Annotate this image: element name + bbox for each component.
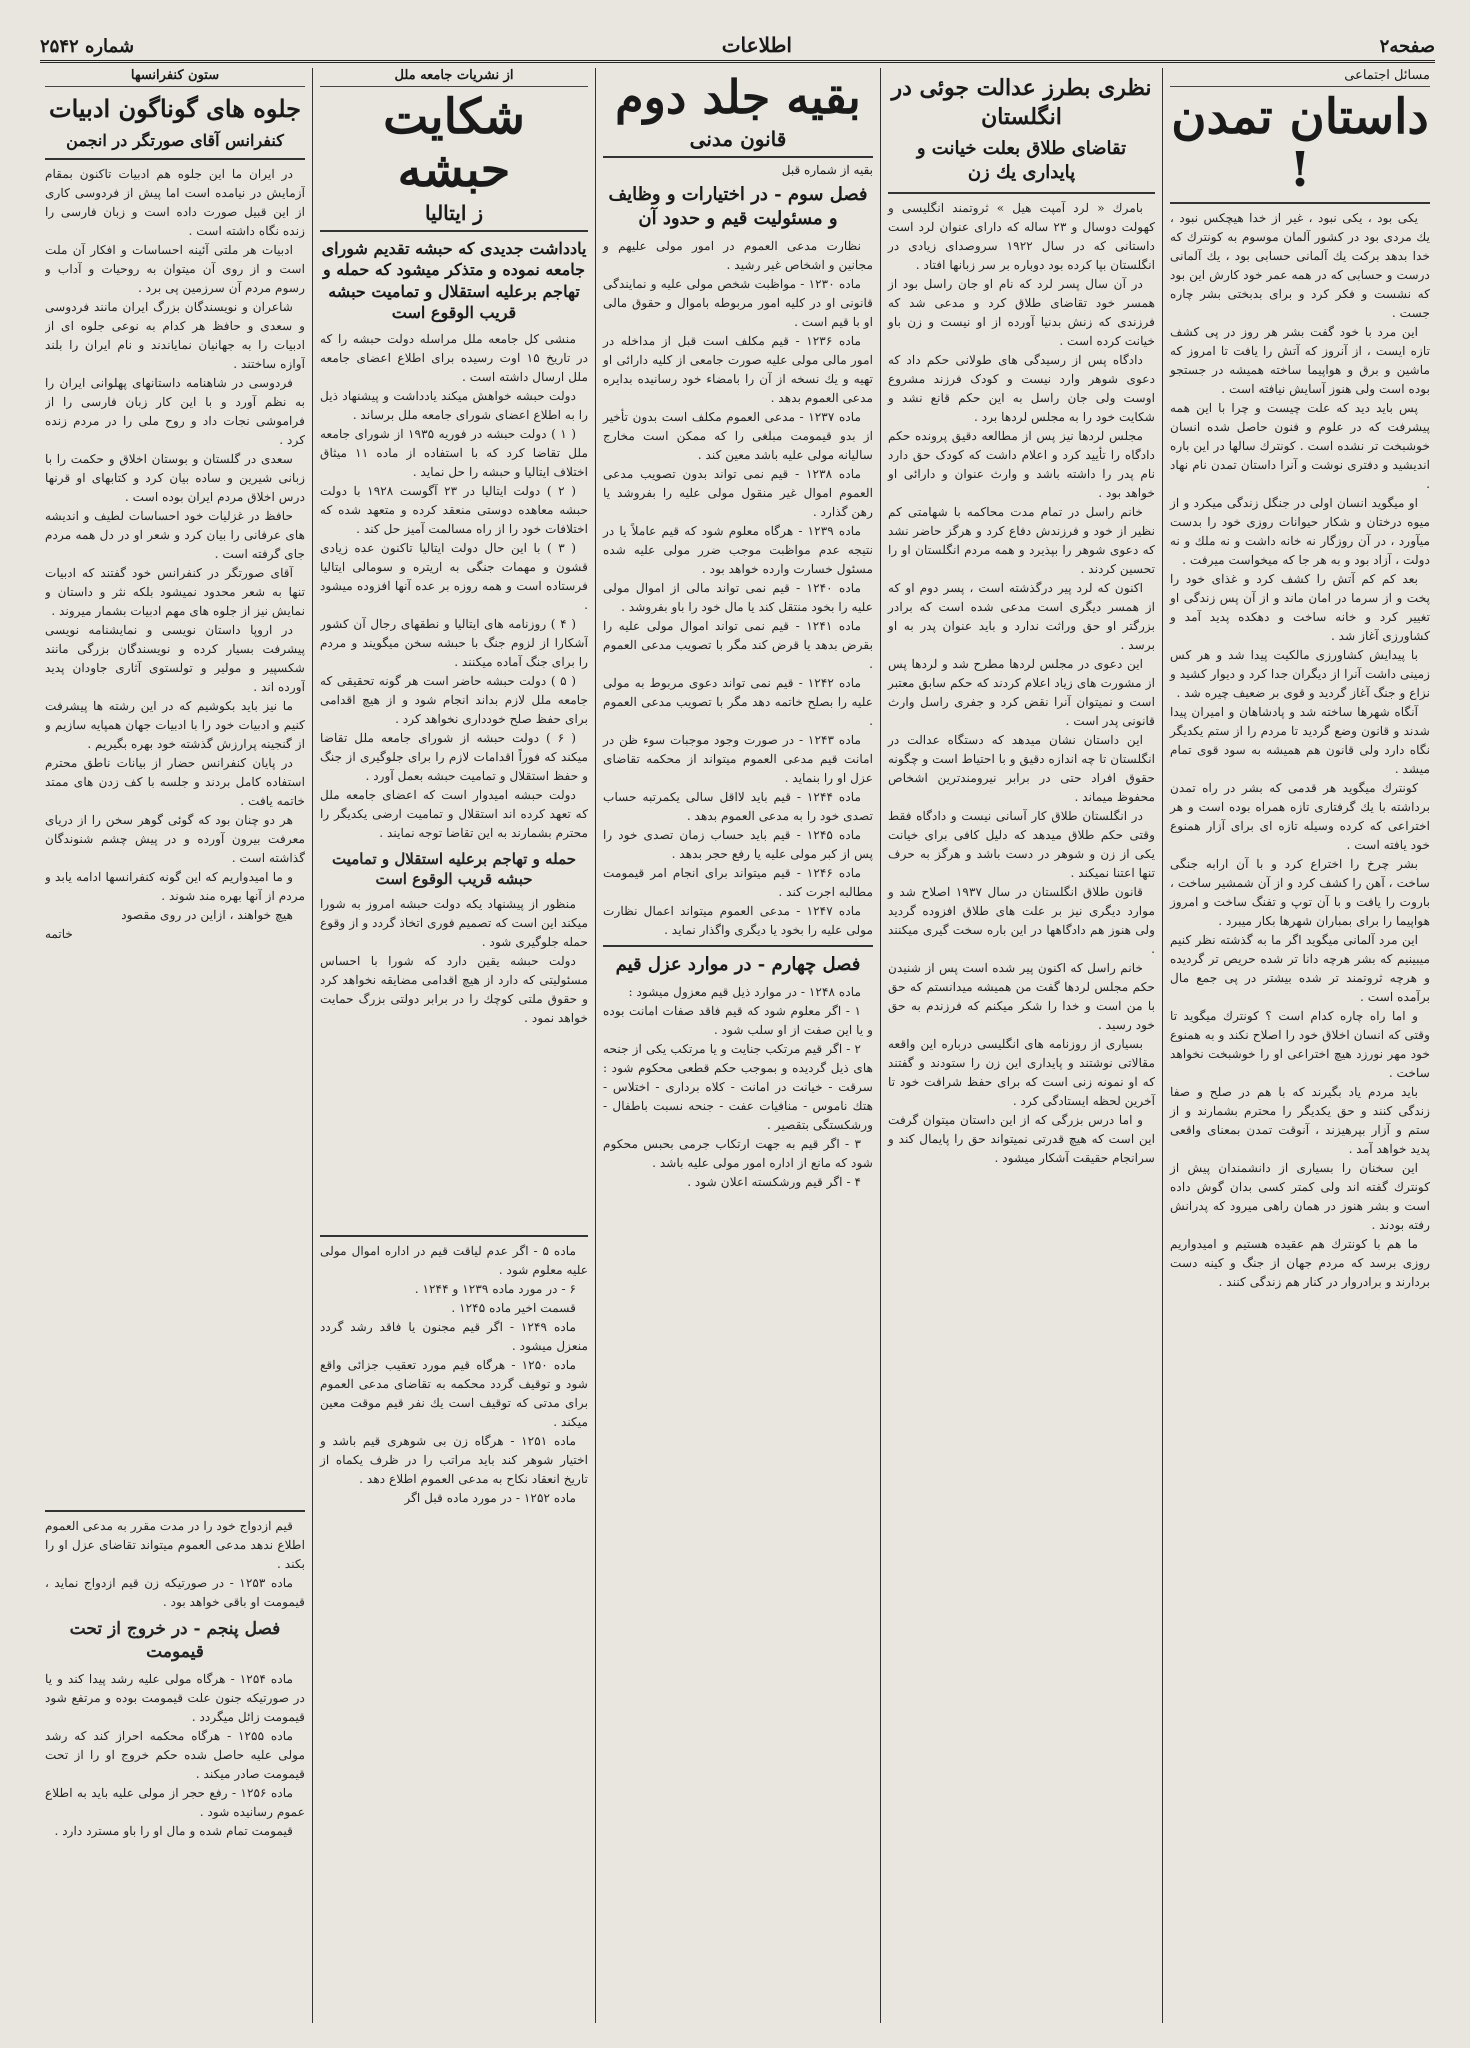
article-subtitle: قانون مدنی: [689, 126, 787, 151]
paragraph: قسمت اخیر ماده ۱۲۴۵ .: [451, 1300, 576, 1315]
paragraph: هیچ خواهند ، ازاین در روی مقصود: [121, 907, 293, 922]
article-heading: یادداشت جدیدی که حبشه تقدیم شورای جامعه نموده و متذکر میشود که حمله و تهاجم برعلیه استقلال و تمامیت حبشه قریب الوقوع است: [321, 238, 587, 323]
paragraph: قیم ازدواج خود را در مدت مقرر به مدعی العموم اطلاع ندهد مدعی العموم میتواند تقاضای عزل او را بکند .: [44, 1518, 305, 1571]
column-rule: [880, 68, 881, 2023]
paragraph: ماده ۱۲۳۰ - مواظبت شخص مولی علیه و نمایندگی قانونی او در کلیه امور مربوطه باموال و حقوق مالی او با قیم است .: [603, 277, 873, 330]
paragraph: با پیدایش کشاورزی مالکیت پیدا شد و هر کس زمینی داشت آنرا از دیگران جدا کرد و دیوار کشید و نزاع و جنگ آغاز گردید و قوی بر ضعیف چیره شد .: [1170, 647, 1430, 700]
article-title: جلوه های گوناگون ادبیات: [48, 94, 302, 123]
paragraph: کونترك میگوید هر قدمی که بشر در راه تمدن برداشته با یك گرفتاری تازه همراه بوده است و هر اختراعی که کرده وسیله تازه ای برای آزار همنوع خود یافته است .: [1170, 780, 1430, 852]
article-title: داستان تمدن !: [1171, 89, 1429, 198]
issue-label: شماره ۲۵۴۲: [40, 36, 135, 57]
continued-note: بقیه از شماره قبل: [781, 162, 873, 177]
paragraph: دادگاه پس از رسیدگی های طولانی حکم داد که دعوی شوهر وارد نیست و کودک فرزند مشروع اوست ولی جان راسل به این حکم قانع نشد و شکایت خود را به مجلس لردها برد .: [888, 352, 1155, 424]
paper-name: اطلاعات: [721, 33, 792, 57]
paragraph: ماده ۱۲۵۲ - در مورد ماده قبل اگر: [404, 1490, 576, 1505]
article-body: [320, 330, 588, 1230]
paragraph: ماده ۱۲۴۵ - قیم باید حساب زمان تصدی خود را پس از کبر مولی علیه یا رفع حجر بدهد .: [603, 828, 873, 862]
column-rule: [595, 68, 596, 2023]
paragraph: بعد کم کم آتش را کشف کرد و غذای خود را پخت و از سرما در امان ماند و از آن پس زندگی او تغییر کرد و خانه ساخت و دهکده پدید آمد و کشاورزی آغاز شد .: [1170, 571, 1430, 643]
paragraph: در پایان کنفرانس حضار از بیانات ناطق محترم استفاده کامل بردند و جلسه با کف زدن های ممتد خاتمه یافت .: [45, 755, 305, 808]
paragraph: ماده ۱۲۴۳ - در صورت وجود موجبات سوء ظن در امانت قیم مدعی العموم میتواند از محکمه تقاضای عزل او را بنماید .: [603, 733, 873, 786]
paragraph: ۱ - اگر معلوم شود که قیم فاقد صفات امانت بوده و یا این صفت از او سلب شود .: [603, 1004, 873, 1038]
article-civil-code: [598, 68, 878, 2023]
paragraph: ماده ۱۲۴۹ - اگر قیم مجنون یا فاقد رشد گردد منعزل میشود .: [320, 1319, 588, 1353]
paragraph: ماده ۱۲۳۹ - هرگاه معلوم شود که قیم عاملاً یا در نتیجه عدم مواظبت موجب ضرر مولی علیه شده مسئول خسارت وارده خواهد بود .: [603, 524, 873, 577]
paragraph: حافظ در غزلیات خود احساسات لطیف و اندیشه های عرفانی را بیان کرد و شعر او در دل همه مردم جای گرفته است .: [45, 508, 305, 561]
paragraph: قیمومت تمام شده و مال او را باو مسترد دارد .: [54, 1823, 293, 1838]
paragraph: خانم راسل که اکنون پیر شده است پس از شنیدن حکم مجلس لردها گفت من همیشه میدانستم که حق با من است و خدا را شکر میکنم که فرزندم به حق خود رسید .: [888, 960, 1155, 1032]
paragraph: هر دو چنان بود که گوئی گوهر سخن را از دریای معرفت بیرون آورده و در پیش چشم شنوندگان گذاشته است .: [45, 812, 305, 865]
paragraph: ماده ۱۲۵۶ - رفع حجر از مولی علیه باید به اطلاع عموم رسانیده شود .: [45, 1785, 305, 1819]
divider: [320, 230, 588, 232]
article-body: [603, 237, 873, 940]
article-title: شکایت حبشه: [383, 89, 525, 198]
paragraph: در اروپا داستان نویسی و نمایشنامه نویسی پیشرفت بسیار کرده و نویسندگان بزرگی مانند شکسپیر و مولیر و تولستوی آثاری جاودان پدید آورده اند .: [45, 622, 305, 694]
paragraph: ۳ - اگر قیم به جهت ارتکاب جرمی بحبس محکوم شود که مانع از اداره امور مولی علیه باشد .: [603, 1137, 873, 1171]
section-heading: فصل پنجم - در خروج از تحت قیمومت: [69, 1618, 281, 1662]
section-heading: فصل سوم - در اختیارات و وظایف و مسئولیت قیم و حدود آن: [608, 183, 868, 229]
column-rule: [312, 68, 313, 2023]
paragraph: ماده ۱۲۴۸ - در موارد ذیل قیم معزول میشود :: [628, 985, 861, 1000]
column-rule: [1162, 68, 1163, 2023]
paragraph: ماده ۱۲۵۳ - در صورتیکه زن قیم ازدواج نماید ، قیمومت او باقی خواهد بود .: [45, 1575, 305, 1609]
paragraph: ماده ۱۲۳۷ - مدعی العموم مکلف است بدون تأخیر از بدو قیمومت مبلغی را که ممکن است مخارج سالیانه مولی علیه باشد معین کند .: [603, 410, 873, 463]
paragraph: ( ۵ ) دولت حبشه حاضر است هر گونه تحقیقی که جامعه ملل لازم بداند انجام شود و از هیچ اقدامی برای حفظ صلح خودداری نخواهد کرد .: [320, 673, 588, 726]
paragraph: یکی بود ، یکی نبود ، غیر از خدا هیچکس نبود ، یك مردی بود در کشور آلمان موسوم به کونترك که خدا بدهد برکت یك آلمانی حسابی بود ، یك آلمانی درست و حسابی که در همه عمر خود کارش این بود که نشست و فکر کرد و برای بدبختی بشر چاره جست .: [1170, 210, 1430, 320]
divider: [45, 158, 305, 160]
paragraph: در ایران ما این جلوه هم ادبیات تاکنون بمقام آزمایش در نیامده است اما پیش از فردوسی کاری از این قبیل صورت داده است و زبان فارسی را زنده نگاه داشته است .: [45, 166, 305, 238]
paragraph: ۴ - اگر قیم ورشکسته اعلان شود .: [687, 1175, 861, 1190]
paragraph: اکنون که لرد پیر درگذشته است ، پسر دوم او که از همسر دیگری است مدعی شده است که برادر بزرگتر او حق وراثت ندارد و باید عنوان پدر به او برسد .: [888, 580, 1155, 652]
section-heading: حمله و تهاجم برعلیه استقلال و تمامیت حبشه قریب الوقوع است: [331, 849, 577, 889]
article-divorce: [883, 68, 1160, 2023]
end-word: خاتمه: [45, 926, 73, 941]
paragraph: و اما راه چاره کدام است ؟ کونترك میگوید تا وقتی که انسان اخلاق خود را اصلاح نکند و به همنوع خود مهر نورزد هیچ اختراعی او را خوشبخت نخواهد ساخت .: [1170, 1008, 1430, 1080]
paragraph: ماده ۱۲۳۸ - قیم نمی تواند بدون تصویب مدعی العموم اموال غیر منقول مولی علیه را بفروشد یا رهن گذارد .: [603, 467, 873, 520]
paragraph: ماده ۱۲۵۱ - هرگاه زن بی شوهری قیم باشد و اختیار شوهر کند باید مراتب را در ظرف یکماه از تاریخ انعقاد نکاح به مدعی العموم اطلاع دهد .: [320, 1433, 588, 1486]
page-label: صفحه۲: [1379, 36, 1435, 57]
paragraph: ماده ۵ - اگر عدم لیاقت قیم در اداره اموال مولی علیه معلوم شود .: [320, 1243, 588, 1277]
paragraph: ماده ۱۲۴۴ - قیم باید لااقل سالی یکمرتبه حساب تصدی خود را به مدعی العموم بدهد .: [603, 790, 873, 824]
paragraph: ادبیات هر ملتی آئینه احساسات و افکار آن ملت است و از روی آن میتوان به روحیات و آداب و رسوم مردم آن سرزمین پی برد .: [45, 242, 305, 295]
article-kicker: از نشریات جامعه ملل: [320, 68, 588, 87]
paragraph: در انگلستان طلاق کار آسانی نیست و دادگاه فقط وقتی حکم طلاق میدهد که دلیل کافی برای خیانت یکی از زن و شوهر در دست باشد و هرگز به حرف تنها اعتنا نمیکند .: [888, 808, 1155, 880]
paragraph: و ما امیدواریم که این گونه کنفرانسها ادامه یابد و مردم از آنها بهره مند شوند .: [45, 869, 305, 903]
divider: [320, 1235, 588, 1237]
paragraph: آقای صورتگر در کنفرانس خود گفتند که ادبیات تنها به شعر محدود نمیشود بلکه نثر و داستان و نمایش نیز از جلوه های مهم ادبیات بشمار میروند .: [45, 565, 305, 618]
paragraph: خانم راسل در تمام مدت محاکمه با شهامتی کم نظیر از خود و فرزندش دفاع کرد و هرگز حاضر نشد که دعوی شوهر را بپذیرد و همه مردم انگلستان او را تحسین کردند .: [888, 504, 1155, 576]
paragraph: ماده ۱۲۳۶ - قیم مکلف است قبل از مداخله در امور مالی مولی علیه صورت جامعی از کلیه دارائی او تهیه و یك نسخه از آن را بامضاء خود رسانیده بدایره مدعی العموم بدهد .: [603, 334, 873, 406]
article-title: تقاضای طلاق بعلت خیانت و پایداری یك زن: [916, 138, 1127, 184]
article-body: [1170, 209, 1430, 1292]
paragraph: مجلس لردها نیز پس از مطالعه دقیق پرونده حکم دادگاه را تأیید کرد و اعلام داشت که کودک حق دارد نام پدر را داشته باشد و وارث عنوان و دارائی او خواهد بود .: [888, 428, 1155, 500]
paragraph: ما نیز باید بکوشیم که در این رشته ها پیشرفت کنیم و ادبیات خود را با ادبیات جهان همپایه سازیم و از گنجینه پرارزش گذشته خود بهره بگیریم .: [45, 698, 305, 751]
paragraph: ماده ۱۲۵۵ - هرگاه محکمه احراز کند که رشد مولی علیه حاصل شده حکم خروج او را از تحت قیمومت صادر میکند .: [45, 1728, 305, 1781]
paragraph: منشی کل جامعه ملل مراسله دولت حبشه را که در تاریخ ۱۵ اوت رسیده برای اطلاع اعضای جامعه ملل ارسال داشته است .: [320, 331, 588, 384]
paragraph: ( ۴ ) روزنامه های ایتالیا و نطقهای رجال آن کشور آشکارا از لزوم جنگ با حبشه سخن میگویند و مردم را برای جنگ آماده میکنند .: [320, 616, 588, 669]
paragraph: ماده ۱۲۴۶ - قیم میتواند برای انجام امر قیمومت مطالبه اجرت کند .: [603, 866, 873, 900]
paragraph: بشر چرخ را اختراع کرد و با آن ارابه جنگی ساخت ، آهن را کشف کرد و از آن شمشیر ساخت ، باروت را یافت و با آن توپ و تفنگ ساخت و امروز هواپیما را برای بمباران شهرها بکار میبرد .: [1170, 856, 1430, 928]
article-subtitle: کنفرانس آقای صورتگر در انجمن: [66, 131, 284, 151]
paragraph: در آن سال پسر لرد که نام او جان راسل بود از همسر خود تقاضای طلاق کرد و مدعی شد که فرزندی که زنش بدنیا آورده از او نیست و زن باو خیانت کرده است .: [888, 276, 1155, 348]
paragraph: فردوسی در شاهنامه داستانهای پهلوانی ایران را به نظم آورد و با این کار زبان فارسی را از فراموشی نجات داد و روح ملی را در مردم زنده کرد .: [45, 375, 305, 447]
paragraph: سعدی در گلستان و بوستان اخلاق و حکمت را با زبانی شیرین و ساده بیان کرد و کتابهای او قرنها درس اخلاق مردم ایران بوده است .: [45, 451, 305, 504]
article-body-continued: [45, 1517, 305, 1841]
article-kicker: مسائل اجتماعی: [1170, 68, 1430, 87]
article-body: [45, 165, 305, 1505]
divider: [888, 192, 1155, 194]
article-civilization: [1165, 68, 1435, 2023]
paragraph: ۲ - اگر قیم مرتکب جنایت و یا مرتکب یکی از جنحه های ذیل گردیده و بموجب حکم قطعی محکوم شود : سرقت - خیانت در امانت - کلاه برداری - اختلاس - هتك ناموس - منافیات عفت - جنحه نسبت باطفال - ورشکستگی بتقصیر .: [603, 1042, 873, 1133]
paragraph: این سخنان را بسیاری از دانشمندان پیش از کونترك گفته اند ولی کمتر کسی بدان گوش داده است و بشر هنوز در همان راهی میرود که پدرانش رفته بودند .: [1170, 1160, 1430, 1232]
article-body-continued: [320, 1242, 588, 1508]
paragraph: و اما درس بزرگی که از این داستان میتوان گرفت این است که هیچ قدرتی نمیتواند حق را پایمال کند و سرانجام حقیقت آشکار میشود .: [888, 1112, 1155, 1165]
article-title: بقیه جلد دوم: [615, 70, 861, 124]
paragraph: ماده ۱۲۵۴ - هرگاه مولی علیه رشد پیدا کند و یا در صورتیکه جنون علت قیمومت بوده و مرتفع شود قیمومت زائل میگردد .: [45, 1671, 305, 1724]
paragraph: ( ۳ ) با این حال دولت ایتالیا تاکنون عده زیادی قشون و مهمات جنگی به اریتره و سومالی ایتالیا فرستاده است و همه روزه بر عده آنها افزوده میشود .: [320, 540, 588, 612]
article-literature: [40, 68, 310, 2023]
paragraph: قانون طلاق انگلستان در سال ۱۹۳۷ اصلاح شد و موارد دیگری نیز بر علت های طلاق افزوده گردید ولی هنوز هم دادگاهها در این باره سخت گیری میکنند .: [888, 884, 1155, 956]
paragraph: بامرك « لرد آمپت هیل » ثروتمند انگلیسی و کهولت دوسال و ۲۳ ساله که دارای عنوان لرد است داستانی که در سال ۱۹۲۲ سروصدای زیادی در انگلستان بپا کرده بود دوباره بر سر زبانها افتاد .: [888, 200, 1156, 272]
paragraph: ما هم با کونترك هم عقیده هستیم و امیدواریم روزی برسد که مردم جهان از جنگ و کینه دست بردارند و برادروار در کنار هم زندگی کنند .: [1170, 1236, 1430, 1289]
article-body: [603, 983, 873, 1192]
paragraph: این مرد آلمانی میگوید اگر ما به گذشته نظر کنیم میبینیم که بشر هرچه دانا تر شده حریص تر گردیده و هرچه ثروتمند تر شده بیشتر در پی جمع مال برآمده است .: [1170, 932, 1430, 1004]
divider: [1170, 202, 1430, 204]
masthead: [40, 30, 1435, 63]
article-kicker: ستون کنفرانسها: [45, 68, 305, 87]
paragraph: ۶ - در مورد ماده ۱۲۳۹ و ۱۲۴۴ .: [414, 1281, 576, 1296]
paragraph: ماده ۱۲۴۲ - قیم نمی تواند دعوی مربوط به مولی علیه را بصلح خاتمه دهد مگر با تصویب مدعی العموم .: [603, 676, 873, 729]
paragraph: این داستان نشان میدهد که دستگاه عدالت در انگلستان تا چه اندازه دقیق و با احتیاط است و چگونه حقوق افراد حتی در برابر نیرومندترین اشخاص محفوظ میماند .: [888, 732, 1155, 804]
paragraph: ماده ۱۲۴۰ - قیم نمی تواند مالی از اموال مولی علیه را بخود منتقل کند یا مال خود را باو بفروشد .: [603, 581, 873, 615]
divider: [603, 156, 873, 158]
paragraph: آنگاه شهرها ساخته شد و پادشاهان و امیران پیدا شدند و قانون وضع گردید تا مردم را از ستم یکدیگر نگاه دارد ولی قانون هم همیشه به سود قوی تمام میشد .: [1170, 704, 1430, 776]
paragraph: ( ۶ ) دولت حبشه از شورای جامعه ملل تقاضا میکند که فوراً اقدامات لازم را برای جلوگیری از جنگ و حفظ استقلال و تمامیت حبشه بعمل آورد .: [320, 730, 588, 783]
paragraph: دولت حبشه امیدوار است که اعضای جامعه ملل که تعهد کرده اند استقلال و تمامیت ارضی یکدیگر را محترم بشمارند به این تقاضا توجه نمایند .: [320, 787, 588, 840]
paragraph: ماده ۱۲۴۷ - مدعی العموم میتواند اعمال نظارت مولی علیه را بخود یا دیگری واگذار نماید .: [603, 904, 873, 938]
paragraph: او میگوید انسان اولی در جنگل زندگی میکرد و از میوه درختان و شکار حیوانات روزی خود را بدست میآورد ، در آن روزگار نه خانه داشت و نه ملك و نه دولت ، آزاد بود و به هر جا که میخواست میرفت .: [1170, 495, 1430, 567]
section-heading: فصل چهارم - در موارد عزل قیم: [615, 954, 861, 976]
paragraph: دولت حبشه خواهش میکند یادداشت و پیشنهاد ذیل را به اطلاع اعضای شورای جامعه ملل برساند .: [320, 388, 588, 422]
paragraph: پس باید دید که علت چیست و چرا با این همه پیشرفت که در علوم و فنون حاصل شده انسان خوشبخت تر نشده است . کونترك سالها در این باره اندیشید و دفتری نوشت و آنرا داستان تمدن نام نهاد .: [1170, 400, 1430, 491]
paragraph: باید مردم یاد بگیرند که با هم در صلح و صفا زندگی کنند و حق یکدیگر را محترم بشمارند و از ستم و آزار بپرهیزند ، آنوقت تمدن بمعنای واقعی پدید خواهد آمد .: [1170, 1084, 1430, 1156]
paragraph: این مرد با خود گفت بشر هر روز در پی کشف تازه ایست ، از آنروز که آتش را یافت تا امروز که ماشین و برق و هواپیما ساخته همیشه در جستجو بوده است ولی هنوز آسایش نیافته است .: [1170, 324, 1430, 396]
article-body: [888, 199, 1155, 1168]
article-subtitle: ز ایتالیا: [424, 200, 484, 225]
divider: [45, 1510, 305, 1512]
paragraph: این دعوی در مجلس لردها مطرح شد و لردها پس از مشورت های زیاد اعلام کردند که حکم سابق معتبر است و نمیتوان آنرا نقض کرد و جفری راسل وارث قانونی پدر است .: [888, 656, 1155, 728]
paragraph: ( ۱ ) دولت حبشه در فوریه ۱۹۳۵ از شورای جامعه ملل تقاضا کرد که با استفاده از ماده ۱۱ میثاق اختلاف ایتالیا و حبشه را حل نماید .: [320, 426, 588, 479]
article-abyssinia: [315, 68, 593, 2023]
paragraph: ( ۲ ) دولت ایتالیا در ۲۳ آگوست ۱۹۲۸ با دولت حبشه معاهده دوستی منعقد کرده و متعهد شده که اختلافات خود را از راه مسالمت آمیز حل کند .: [320, 483, 588, 536]
paragraph: نظارت مدعی العموم در امور مولی علیهم و مجانین و اشخاص غیر رشید .: [603, 239, 873, 273]
divider: [603, 945, 873, 947]
paragraph: بسیاری از روزنامه های انگلیسی درباره این واقعه مقالاتی نوشتند و پایداری این زن را ستودند و گفتند که او نمونه زنی است که برای حفظ شرافت خود تا آخرین لحظه ایستادگی کرد .: [888, 1036, 1155, 1108]
paragraph: ماده ۱۲۴۱ - قیم نمی تواند اموال مولی علیه را بقرض بدهد یا قرض کند مگر با تصویب مدعی العموم .: [603, 619, 873, 672]
paragraph: منظور از پیشنهاد یکه دولت حبشه امروز به شورا میکند این است که تصمیم فوری اتخاذ گردد و از وقوع حمله جلوگیری شود .: [320, 897, 588, 950]
paragraph: ماده ۱۲۵۰ - هرگاه قیم مورد تعقیب جزائی واقع شود و توقیف گردد محکمه به تقاضای مدعی العموم برای مدتی که توقیف است یك نفر قیم موقت معین میکند .: [320, 1357, 588, 1429]
paragraph: شاعران و نویسندگان بزرگ ایران مانند فردوسی و سعدی و حافظ هر کدام به نوعی جلوه ای از ادبیات را به جهانیان نمایاندند و نام ایران را بلند آوازه ساختند .: [45, 299, 305, 371]
paragraph: دولت حبشه یقین دارد که شورا با احساس مسئولیتی که دارد از هیچ اقدامی مضایقه نخواهد کرد و حقوق ملتی کوچك را در برابر دولتی بزرگ حمایت خواهد نمود .: [320, 954, 588, 1026]
article-kicker: نظری بطرز عدالت جوئی در انگلستان: [891, 75, 1152, 130]
